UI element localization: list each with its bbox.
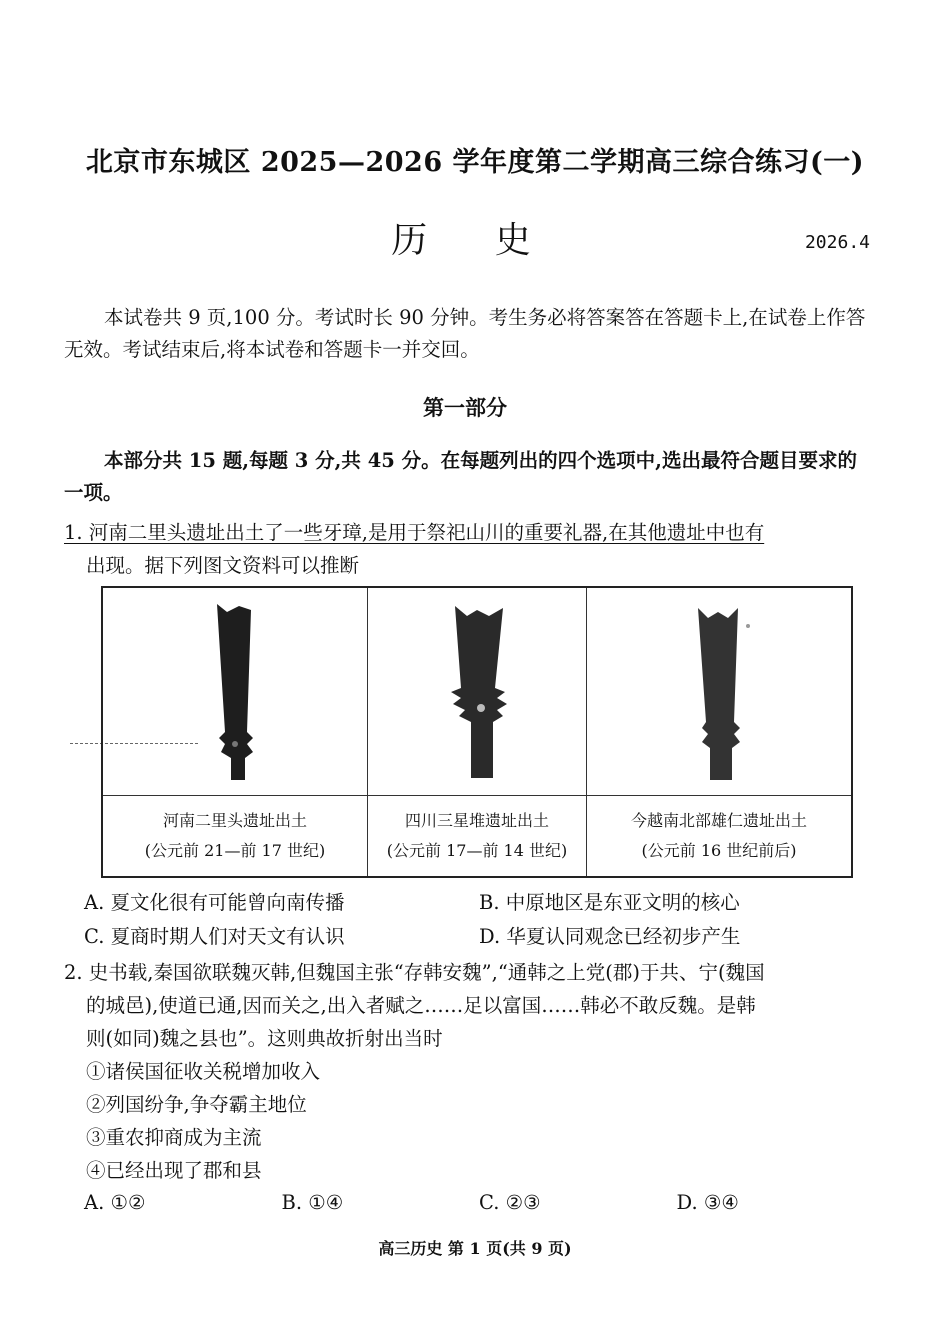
q1-figure-table <box>101 586 853 878</box>
figure-caption-sanxingdui <box>368 796 587 876</box>
q2-stem-line3: 则(如同)魏之县也”。这则典故折射出当时 <box>86 1027 443 1050</box>
page-footer: 高三历史 第 1 页(共 9 页) <box>378 1239 572 1258</box>
q2-item-1: ①诸侯国征收关税增加收入 <box>86 1060 321 1083</box>
question-1 <box>64 516 872 582</box>
exam-title: 北京市东城区 2025—2026 学年度第二学期高三综合练习(一) <box>85 147 865 178</box>
yazhang-xiongren-image <box>684 602 754 782</box>
caption-period: (公元前 21—前 17 世纪) <box>144 841 326 860</box>
q2-options <box>84 1186 874 1220</box>
caption-period: (公元前 17—前 14 世纪) <box>386 841 568 860</box>
q1-stem-line2: 出现。据下列图文资料可以推断 <box>86 554 360 577</box>
q1-stem-line1: 1. 河南二里头遗址出土了一些牙璋,是用于祭祀山川的重要礼器,在其他遗址中也有 <box>64 521 765 544</box>
q2-option-a[interactable]: A. ①② <box>84 1191 146 1214</box>
question-2 <box>64 956 872 1187</box>
q2-item-2: ②列国纷争,争夺霸主地位 <box>86 1093 307 1116</box>
yazhang-erlitou-image <box>205 602 265 782</box>
q2-option-b[interactable]: B. ①④ <box>281 1191 344 1214</box>
subject-title: 历 史 <box>391 220 559 261</box>
part-heading: 第一部分 <box>423 395 507 420</box>
figure-cell-xiongren <box>587 588 851 796</box>
q1-option-a[interactable]: A. 夏文化很有可能曾向南传播 <box>84 891 345 914</box>
q2-option-d[interactable]: D. ③④ <box>676 1191 739 1214</box>
caption-text: 四川三星堆遗址出土 <box>404 811 549 830</box>
exam-instructions: 本试卷共 9 页,100 分。考试时长 90 分钟。考生务必将答案答在答题卡上,在试卷上作答无效。考试结束后,将本试卷和答题卡一并交回。 <box>64 306 866 361</box>
q1-option-d[interactable]: D. 华夏认同观念已经初步产生 <box>479 925 741 948</box>
figure-cell-erlitou <box>103 588 368 796</box>
q1-options <box>84 886 874 954</box>
q2-option-c[interactable]: C. ②③ <box>479 1191 541 1214</box>
figure-cell-sanxingdui <box>368 588 587 796</box>
caption-period: (公元前 16 世纪前后) <box>641 841 797 860</box>
q1-option-c[interactable]: C. 夏商时期人们对天文有认识 <box>84 925 345 948</box>
q1-option-b[interactable]: B. 中原地区是东亚文明的核心 <box>479 891 740 914</box>
figure-caption-xiongren <box>587 796 851 876</box>
caption-text: 河南二里头遗址出土 <box>162 811 307 830</box>
exam-date: 2026.4 <box>804 232 870 253</box>
yazhang-sanxingdui-image <box>437 602 517 782</box>
q2-item-3: ③重农抑商成为主流 <box>86 1126 262 1149</box>
q2-stem-line2: 的城邑),使道已通,因而关之,出入者赋之……足以富国……韩必不敢反魏。是韩 <box>86 994 756 1017</box>
q2-item-4: ④已经出现了郡和县 <box>86 1159 262 1182</box>
q2-stem-line1: 2. 史书载,秦国欲联魏灭韩,但魏国主张“存韩安魏”,“通韩之上党(郡)于共、宁(魏国 <box>64 961 765 984</box>
part-intro: 本部分共 15 题,每题 3 分,共 45 分。在每题列出的四个选项中,选出最符合题目要求的一项。 <box>64 449 857 504</box>
caption-text: 今越南北部雄仁遗址出土 <box>630 811 807 830</box>
figure-caption-erlitou <box>103 796 368 876</box>
